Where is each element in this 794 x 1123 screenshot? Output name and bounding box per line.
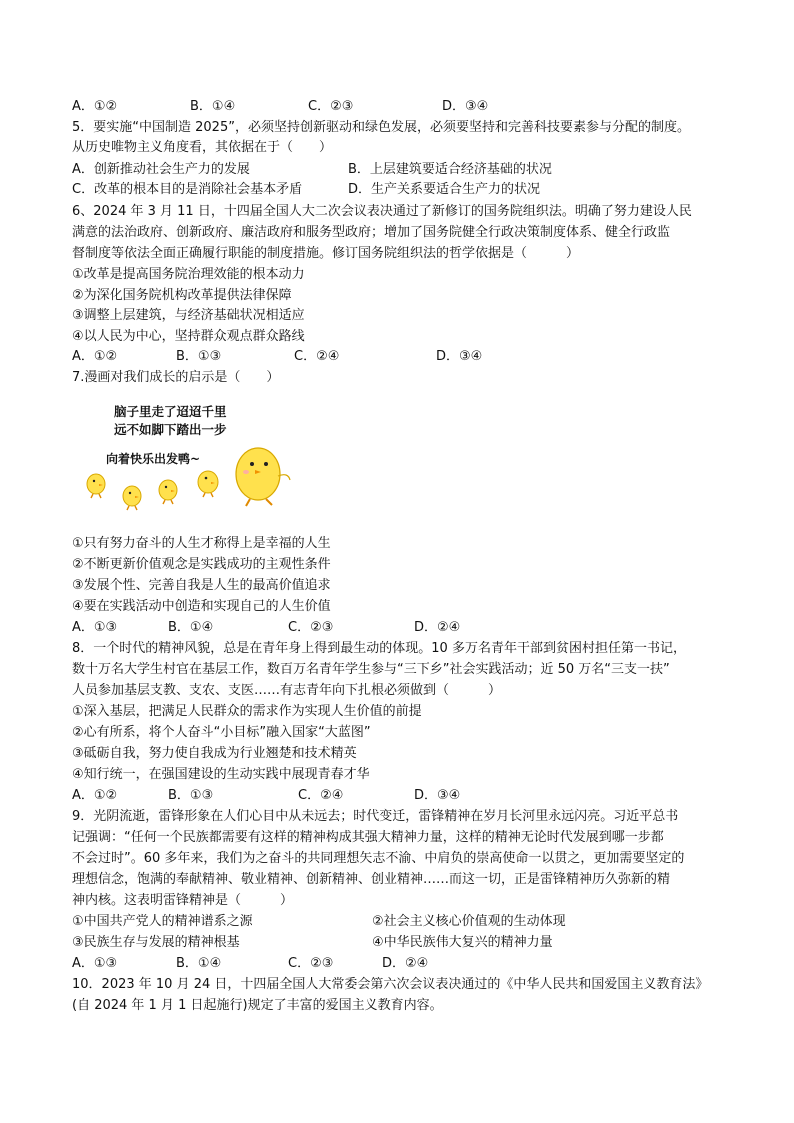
q6-stem-line-1: 6、2024 年 3 月 11 日，十四届全国人大二次会议表决通过了新修订的国务院组织法。明确了努力建设人民 <box>72 204 692 219</box>
q6-option-b: B．①③ <box>176 349 222 364</box>
q7-item-1: ①只有努力奋斗的人生才称得上是幸福的人生 <box>72 536 331 551</box>
q5-option-a: A．创新推动社会生产力的发展 <box>72 162 250 177</box>
q5-options-row-2 <box>72 181 722 199</box>
q4-option-c: C．②③ <box>308 99 354 114</box>
q9-options <box>72 955 722 973</box>
q8-option-c: C．②④ <box>298 788 344 803</box>
q7-cartoon <box>80 398 310 523</box>
q6-option-c: C．②④ <box>294 349 340 364</box>
q10-stem-line-2: (自 2024 年 1 月 1 日起施行)规定了丰富的爱国主义教育内容。 <box>72 998 443 1013</box>
q4-option-b: B．①④ <box>190 99 236 114</box>
small-chick-icon <box>198 471 218 497</box>
q7-item-2: ②不断更新价值观念是实践成功的主观性条件 <box>72 557 331 572</box>
q7-stem: 7.漫画对我们成长的启示是（ ） <box>72 370 280 385</box>
q5-stem-line-2: 从历史唯物主义角度看，其依据在于（ ） <box>72 140 333 155</box>
q7-option-c: C．②③ <box>288 620 334 635</box>
q9-option-c: C．②③ <box>288 956 334 971</box>
q9-item-4: ④中华民族伟大复兴的精神力量 <box>372 935 553 950</box>
q6-stem-line-2: 满意的法治政府、创新政府、廉洁政府和服务型政府；增加了国务院健全行政决策制度体系、健全行政监 <box>72 225 671 240</box>
q8-option-a: A．①② <box>72 788 118 803</box>
q9-items-row-2 <box>72 934 722 952</box>
q5-option-c: C．改革的根本目的是消除社会基本矛盾 <box>72 182 303 197</box>
q6-stem-line-3: 督制度等依法全面正确履行职能的制度措施。修订国务院组织法的哲学依据是（ ） <box>72 246 580 261</box>
q8-item-1: ①深入基层，把满足人民群众的需求作为实现人生价值的前提 <box>72 704 422 719</box>
q8-item-4: ④知行统一，在强国建设的生动实践中展现青春才华 <box>72 767 370 782</box>
chicks-illustration <box>80 398 310 523</box>
q6-item-3: ③调整上层建筑，与经济基础状况相适应 <box>72 308 305 323</box>
q7-option-b: B．①④ <box>168 620 214 635</box>
q9-stem-line-3: 不会过时”。60 多年来，我们为之奋斗的共同理想矢志不渝、中肩负的崇高使命一以贯之，更加需要坚定的 <box>72 851 685 866</box>
q6-option-d: D．③④ <box>436 349 483 364</box>
q4-options <box>72 98 722 116</box>
q9-stem-line-1: 9．光阴流逝，雷锋形象在人们心目中从未远去；时代变迁，雷锋精神在岁月长河里永远闪亮。习近平总书 <box>72 809 679 824</box>
q7-option-d: D．②④ <box>414 620 461 635</box>
q6-item-1: ①改革是提高国务院治理效能的根本动力 <box>72 267 305 282</box>
q5-option-b: B．上层建筑要适合经济基础的状况 <box>348 162 552 177</box>
small-chick-icon <box>87 474 105 498</box>
q8-options <box>72 787 722 805</box>
q9-item-1: ①中国共产党人的精神谱系之源 <box>72 914 253 929</box>
q5-option-d: D．生产关系要适合生产力的状况 <box>348 182 541 197</box>
q9-items-row-1 <box>72 913 722 931</box>
q6-item-2: ②为深化国务院机构改革提供法律保障 <box>72 288 292 303</box>
q8-item-3: ③砥砺自我，努力使自我成为行业翘楚和技术精英 <box>72 746 357 761</box>
cartoon-caption-3: 向着快乐出发鸭~ <box>106 452 201 466</box>
q8-option-d: D．③④ <box>414 788 461 803</box>
q9-item-3: ③民族生存与发展的精神根基 <box>72 935 240 950</box>
q5-options-row-1 <box>72 161 722 179</box>
cartoon-caption-2: 远不如脚下踏出一步 <box>114 422 227 437</box>
big-chick-icon <box>236 448 290 506</box>
q8-stem-line-3: 人员参加基层支教、支农、支医……有志青年向下扎根必须做到（ ） <box>72 683 502 698</box>
q9-option-d: D．②④ <box>382 956 429 971</box>
small-chick-icon <box>123 486 141 510</box>
q9-item-2: ②社会主义核心价值观的生动体现 <box>372 914 566 929</box>
q9-stem-line-2: 记强调：“任何一个民族都需要有这样的精神构成其强大精神力量，这样的精神无论时代发展到哪一步都 <box>72 830 664 845</box>
q8-stem-line-2: 数十万名大学生村官在基层工作，数百万名青年学生参与“三下乡”社会实践活动；近 50 万名“三支一扶” <box>72 662 670 677</box>
q8-option-b: B．①③ <box>168 788 214 803</box>
q7-option-a: A．①③ <box>72 620 118 635</box>
q9-option-b: B．①④ <box>176 956 222 971</box>
small-chick-icon <box>159 480 177 504</box>
q7-item-3: ③发展个性、完善自我是人生的最高价值追求 <box>72 578 331 593</box>
q9-option-a: A．①③ <box>72 956 118 971</box>
q6-option-a: A．①② <box>72 349 118 364</box>
q9-stem-line-4: 理想信念，饱满的奉献精神、敬业精神、创新精神、创业精神……而这一切，正是雷锋精神历久弥新的精 <box>72 872 671 887</box>
cartoon-caption-1: 脑子里走了迢迢千里 <box>114 404 227 419</box>
q10-stem-line-1: 10．2023 年 10 月 24 日，十四届全国人大常委会第六次会议表决通过的《中华人民共和国爱国主义教育法》 <box>72 977 709 992</box>
q9-stem-line-5: 神内核。这表明雷锋精神是（ ） <box>72 893 294 908</box>
q7-options <box>72 619 722 637</box>
q6-options <box>72 348 722 366</box>
q8-stem-line-1: 8．一个时代的精神风貌，总是在青年身上得到最生动的体现。10 多万名青年干部到贫困村担任第一书记， <box>72 641 686 656</box>
q5-stem-line-1: 5．要实施“中国制造 2025”，必须坚持创新驱动和绿色发展，必须要坚持和完善科技要素参与分配的制度。 <box>72 120 690 135</box>
q7-item-4: ④要在实践活动中创造和实现自己的人生价值 <box>72 599 331 614</box>
q4-option-d: D．③④ <box>442 99 489 114</box>
q4-option-a: A．①② <box>72 99 118 114</box>
q8-item-2: ②心有所系，将个人奋斗“小目标”融入国家“大蓝图” <box>72 725 371 740</box>
q6-item-4: ④以人民为中心，坚持群众观点群众路线 <box>72 329 305 344</box>
